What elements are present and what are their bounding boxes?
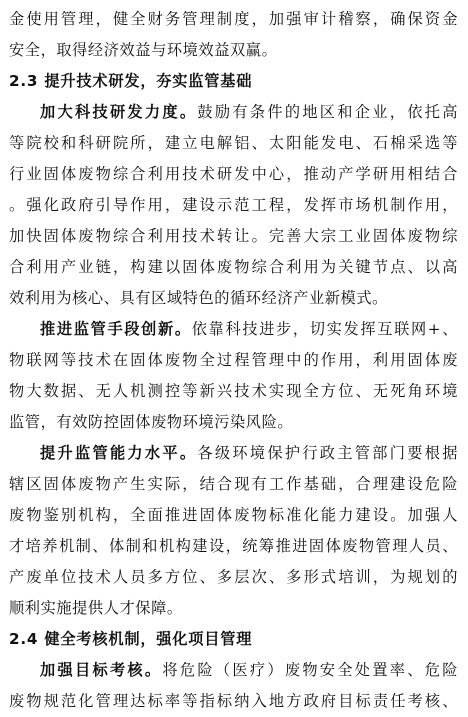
paragraph-lead-text: 提升监管能力水平。 <box>40 444 198 462</box>
paragraph-line: 物联网等技术在固体废物全过程管理中的作用，利用固体废 <box>9 351 458 369</box>
paragraph-line <box>9 655 458 686</box>
paragraph-line: 才培养机制、体制和机构建设，统筹推进固体废物管理人员、 <box>9 537 458 555</box>
paragraph-lead-text: 加大科技研发力度。 <box>40 103 198 121</box>
paragraph-line: 物大数据、无人机测控等新兴技术实现全方位、无死角环境 <box>9 382 458 400</box>
paragraph-line: 废物规范化管理达标率等指标纳入地方政府目标责任考核、 <box>9 692 458 710</box>
paragraph-text: 各级环境保护行政主管部门要根据 <box>197 444 458 462</box>
paragraph-line <box>9 97 458 128</box>
paragraph-line: 效利用为核心、具有区域特色的循环经济产业新模式。 <box>9 289 388 307</box>
paragraph-text: 将危险（医疗）废物安全处置率、危险 <box>162 661 458 679</box>
paragraph-line: 安全，取得经济效益与环境效益双赢。 <box>9 41 278 59</box>
paragraph-lead-text: 推进监管手段创新。 <box>40 320 192 338</box>
section-heading-2-4: 2.4 健全考核机制，强化项目管理 <box>9 630 253 648</box>
paragraph-line: 合利用产业链，构建以固体废物综合利用为关键节点、以高 <box>9 258 458 276</box>
paragraph-text: 依靠科技进步，切实发挥互联网+、 <box>191 320 458 338</box>
section-heading-2-3: 2.3 提升技术研发，夯实监管基础 <box>9 72 253 90</box>
paragraph-line: 加快固体废物综合利用技术转让。完善大宗工业固体废物综 <box>9 227 458 245</box>
paragraph-text: 鼓励有条件的地区和企业，依托高 <box>197 103 458 121</box>
paragraph-lead-text: 加强目标考核。 <box>40 661 163 679</box>
paragraph-line <box>9 314 458 345</box>
paragraph-line: 行业固体废物综合利用技术研发中心，推动产学研用相结合 <box>9 165 458 183</box>
paragraph-line: 等院校和科研院所，建立电解铝、太阳能发电、石棉采选等 <box>9 134 458 152</box>
paragraph-line: 金使用管理，健全财务管理制度，加强审计稽察，确保资金 <box>9 10 458 28</box>
paragraph-line: 废物鉴别机构，全面推进固体废物标准化能力建设。加强人 <box>9 506 458 524</box>
paragraph-line: 产废单位技术人员多方位、多层次、多形式培训，为规划的 <box>9 568 458 586</box>
paragraph-line: 。强化政府引导作用，建设示范工程，发挥市场机制作用， <box>9 196 458 214</box>
paragraph-line: 顺利实施提供人才保障。 <box>9 599 183 617</box>
paragraph-line <box>9 438 458 469</box>
paragraph-line: 辖区固体废物产生实际，结合现有工作基础，合理建设危险 <box>9 475 458 493</box>
paragraph-line: 监管，有效防控固体废物环境污染风险。 <box>9 413 294 431</box>
